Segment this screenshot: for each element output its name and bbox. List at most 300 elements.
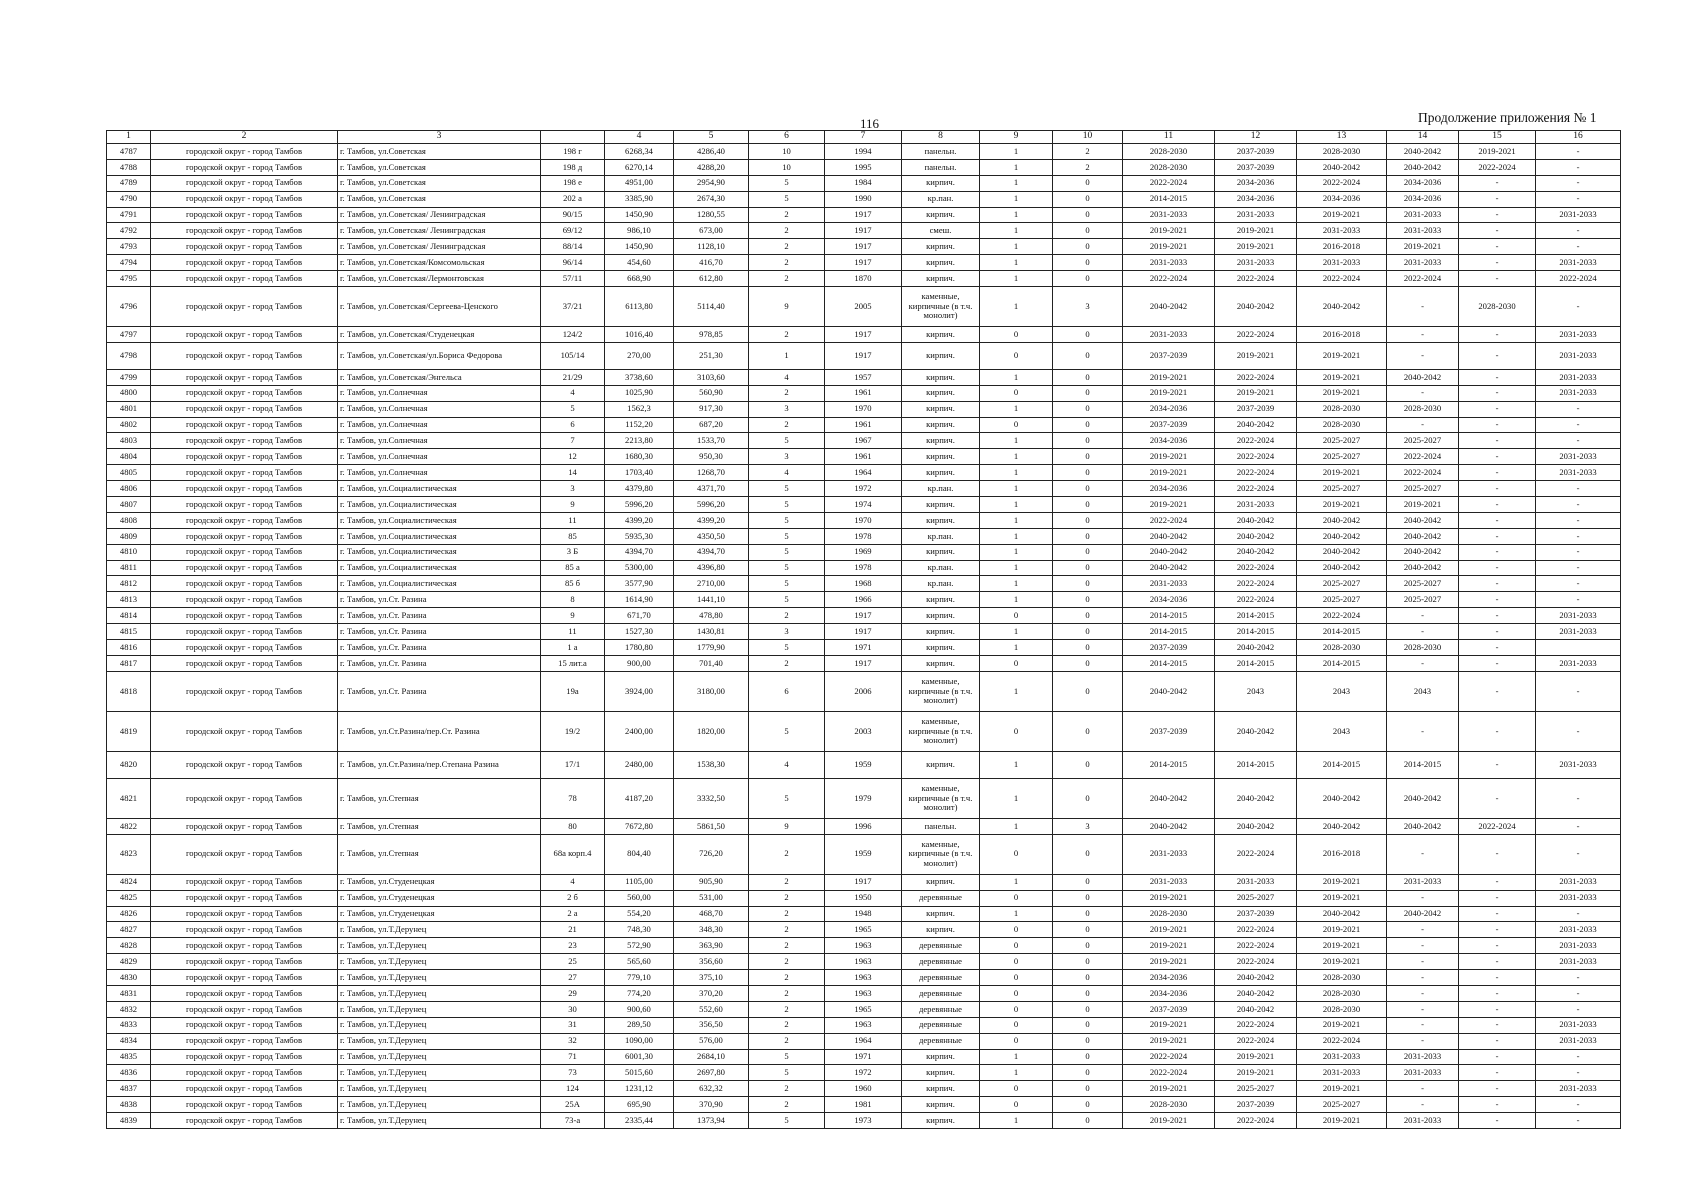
total-area-cell: 695,90 <box>605 1097 674 1113</box>
table-row <box>107 1065 1621 1081</box>
period-15-cell: - <box>1459 1081 1536 1097</box>
year-built-cell: 1917 <box>825 342 902 369</box>
col-10-cell: 0 <box>1053 481 1123 497</box>
municipality-cell: городской округ - город Тамбов <box>151 223 338 239</box>
row-number-cell: 4819 <box>107 711 151 751</box>
col-9-cell: 0 <box>980 970 1053 986</box>
period-16-cell: - <box>1536 433 1621 449</box>
period-15-cell: 2022-2024 <box>1459 818 1536 834</box>
municipality-cell: городской округ - город Тамбов <box>151 1113 338 1129</box>
wall-material-cell: деревянные <box>902 954 980 970</box>
floors-cell: 5 <box>749 175 825 191</box>
floors-cell: 9 <box>749 287 825 327</box>
row-number-cell: 4824 <box>107 874 151 890</box>
living-area-cell: 1820,00 <box>674 711 749 751</box>
house-number-cell: 32 <box>541 1033 605 1049</box>
period-12-cell: 2037-2039 <box>1215 906 1297 922</box>
period-12-cell: 2037-2039 <box>1215 159 1297 175</box>
year-built-cell: 1961 <box>825 385 902 401</box>
municipality-cell: городской округ - город Тамбов <box>151 369 338 385</box>
municipality-cell: городской округ - город Тамбов <box>151 938 338 954</box>
municipality-cell: городской округ - город Тамбов <box>151 576 338 592</box>
column-header: 15 <box>1459 131 1536 144</box>
floors-cell: 2 <box>749 970 825 986</box>
period-11-cell: 2019-2021 <box>1123 1017 1215 1033</box>
table-row <box>107 327 1621 343</box>
living-area-cell: 356,50 <box>674 1017 749 1033</box>
municipality-cell: городской округ - город Тамбов <box>151 890 338 906</box>
period-13-cell: 2019-2021 <box>1297 1081 1387 1097</box>
table-row <box>107 778 1621 818</box>
period-13-cell: 2016-2018 <box>1297 327 1387 343</box>
wall-material-cell: каменные, кирпичные (в т.ч. монолит) <box>902 287 980 327</box>
floors-cell: 2 <box>749 985 825 1001</box>
address-cell: г. Тамбов, ул.Т.Дерунец <box>338 954 541 970</box>
period-12-cell: 2014-2015 <box>1215 608 1297 624</box>
table-row <box>107 560 1621 576</box>
col-9-cell: 0 <box>980 711 1053 751</box>
year-built-cell: 1970 <box>825 401 902 417</box>
table-row <box>107 671 1621 711</box>
wall-material-cell: кирпич. <box>902 592 980 608</box>
year-built-cell: 1968 <box>825 576 902 592</box>
year-built-cell: 1964 <box>825 1033 902 1049</box>
col-9-cell: 0 <box>980 342 1053 369</box>
col-10-cell: 0 <box>1053 624 1123 640</box>
municipality-cell: городской округ - город Тамбов <box>151 711 338 751</box>
period-16-cell: 2031-2033 <box>1536 1017 1621 1033</box>
floors-cell: 2 <box>749 223 825 239</box>
period-13-cell: 2019-2021 <box>1297 207 1387 223</box>
address-cell: г. Тамбов, ул.Степная <box>338 778 541 818</box>
period-14-cell: - <box>1387 890 1459 906</box>
col-9-cell: 0 <box>980 655 1053 671</box>
living-area-cell: 251,30 <box>674 342 749 369</box>
col-9-cell: 1 <box>980 239 1053 255</box>
house-number-cell: 3 <box>541 481 605 497</box>
address-cell: г. Тамбов, ул.Солнечная <box>338 433 541 449</box>
period-15-cell: - <box>1459 1049 1536 1065</box>
table-row <box>107 1033 1621 1049</box>
period-15-cell: - <box>1459 223 1536 239</box>
period-13-cell: 2028-2030 <box>1297 640 1387 656</box>
period-12-cell: 2037-2039 <box>1215 1097 1297 1113</box>
col-9-cell: 1 <box>980 369 1053 385</box>
house-number-cell: 78 <box>541 778 605 818</box>
municipality-cell: городской округ - город Тамбов <box>151 544 338 560</box>
period-15-cell: - <box>1459 890 1536 906</box>
col-10-cell: 3 <box>1053 818 1123 834</box>
house-number-cell: 19а <box>541 671 605 711</box>
col-10-cell: 0 <box>1053 271 1123 287</box>
address-cell: г. Тамбов, ул.Солнечная <box>338 449 541 465</box>
period-16-cell: - <box>1536 560 1621 576</box>
table-row <box>107 207 1621 223</box>
col-9-cell: 0 <box>980 1097 1053 1113</box>
period-15-cell: - <box>1459 1001 1536 1017</box>
period-12-cell: 2019-2021 <box>1215 223 1297 239</box>
wall-material-cell: кр.пан. <box>902 560 980 576</box>
table-row <box>107 512 1621 528</box>
municipality-cell: городской округ - город Тамбов <box>151 906 338 922</box>
period-11-cell: 2034-2036 <box>1123 481 1215 497</box>
row-number-cell: 4834 <box>107 1033 151 1049</box>
floors-cell: 1 <box>749 342 825 369</box>
living-area-cell: 4350,50 <box>674 528 749 544</box>
column-header: 11 <box>1123 131 1215 144</box>
wall-material-cell: кирпич. <box>902 369 980 385</box>
total-area-cell: 6268,34 <box>605 144 674 160</box>
total-area-cell: 4394,70 <box>605 544 674 560</box>
col-10-cell: 0 <box>1053 778 1123 818</box>
period-12-cell: 2022-2024 <box>1215 592 1297 608</box>
total-area-cell: 2480,00 <box>605 751 674 778</box>
period-11-cell: 2040-2042 <box>1123 671 1215 711</box>
total-area-cell: 1562,3 <box>605 401 674 417</box>
period-15-cell: - <box>1459 255 1536 271</box>
municipality-cell: городской округ - город Тамбов <box>151 922 338 938</box>
floors-cell: 4 <box>749 369 825 385</box>
period-16-cell: - <box>1536 239 1621 255</box>
total-area-cell: 4379,80 <box>605 481 674 497</box>
period-11-cell: 2034-2036 <box>1123 592 1215 608</box>
floors-cell: 5 <box>749 528 825 544</box>
period-14-cell: - <box>1387 1033 1459 1049</box>
table-row <box>107 576 1621 592</box>
address-cell: г. Тамбов, ул.Ст.Разина/пер.Степана Разина <box>338 751 541 778</box>
period-11-cell: 2019-2021 <box>1123 1081 1215 1097</box>
col-9-cell: 1 <box>980 778 1053 818</box>
year-built-cell: 1917 <box>825 624 902 640</box>
period-11-cell: 2022-2024 <box>1123 1049 1215 1065</box>
wall-material-cell: панельн. <box>902 144 980 160</box>
period-15-cell: - <box>1459 985 1536 1001</box>
period-15-cell: - <box>1459 271 1536 287</box>
period-13-cell: 2019-2021 <box>1297 497 1387 513</box>
row-number-cell: 4796 <box>107 287 151 327</box>
wall-material-cell: кирпич. <box>902 239 980 255</box>
col-10-cell: 0 <box>1053 938 1123 954</box>
wall-material-cell: кр.пан. <box>902 576 980 592</box>
table-row <box>107 417 1621 433</box>
col-9-cell: 1 <box>980 433 1053 449</box>
period-16-cell: - <box>1536 1065 1621 1081</box>
period-13-cell: 2019-2021 <box>1297 465 1387 481</box>
period-15-cell: - <box>1459 497 1536 513</box>
address-cell: г. Тамбов, ул.Солнечная <box>338 385 541 401</box>
year-built-cell: 1961 <box>825 417 902 433</box>
col-10-cell: 0 <box>1053 906 1123 922</box>
period-11-cell: 2031-2033 <box>1123 327 1215 343</box>
house-number-cell: 14 <box>541 465 605 481</box>
period-14-cell: 2031-2033 <box>1387 1113 1459 1129</box>
row-number-cell: 4814 <box>107 608 151 624</box>
column-header: 3 <box>338 131 541 144</box>
period-16-cell: 2031-2033 <box>1536 207 1621 223</box>
total-area-cell: 454,60 <box>605 255 674 271</box>
col-10-cell: 0 <box>1053 1065 1123 1081</box>
period-12-cell: 2022-2024 <box>1215 1017 1297 1033</box>
period-13-cell: 2040-2042 <box>1297 159 1387 175</box>
col-10-cell: 0 <box>1053 711 1123 751</box>
period-16-cell: - <box>1536 1049 1621 1065</box>
period-13-cell: 2019-2021 <box>1297 922 1387 938</box>
address-cell: г. Тамбов, ул.Советская <box>338 159 541 175</box>
total-area-cell: 1780,80 <box>605 640 674 656</box>
year-built-cell: 1972 <box>825 1065 902 1081</box>
col-9-cell: 1 <box>980 1113 1053 1129</box>
col-9-cell: 1 <box>980 401 1053 417</box>
period-13-cell: 2022-2024 <box>1297 175 1387 191</box>
period-14-cell: - <box>1387 624 1459 640</box>
municipality-cell: городской округ - город Тамбов <box>151 481 338 497</box>
floors-cell: 2 <box>749 255 825 271</box>
living-area-cell: 687,20 <box>674 417 749 433</box>
table-row <box>107 465 1621 481</box>
period-12-cell: 2040-2042 <box>1215 528 1297 544</box>
address-cell: г. Тамбов, ул.Солнечная <box>338 417 541 433</box>
period-12-cell: 2040-2042 <box>1215 417 1297 433</box>
living-area-cell: 4371,70 <box>674 481 749 497</box>
table-row <box>107 255 1621 271</box>
period-11-cell: 2019-2021 <box>1123 954 1215 970</box>
period-15-cell: 2019-2021 <box>1459 144 1536 160</box>
year-built-cell: 1963 <box>825 954 902 970</box>
table-row <box>107 592 1621 608</box>
col-10-cell: 0 <box>1053 874 1123 890</box>
floors-cell: 5 <box>749 433 825 449</box>
period-15-cell: - <box>1459 970 1536 986</box>
period-12-cell: 2022-2024 <box>1215 369 1297 385</box>
total-area-cell: 3738,60 <box>605 369 674 385</box>
municipality-cell: городской округ - город Тамбов <box>151 1097 338 1113</box>
house-number-cell: 17/1 <box>541 751 605 778</box>
row-number-cell: 4816 <box>107 640 151 656</box>
period-13-cell: 2016-2018 <box>1297 834 1387 874</box>
period-12-cell: 2022-2024 <box>1215 1113 1297 1129</box>
period-16-cell: 2031-2033 <box>1536 255 1621 271</box>
living-area-cell: 1373,94 <box>674 1113 749 1129</box>
period-16-cell: 2031-2033 <box>1536 608 1621 624</box>
wall-material-cell: кирпич. <box>902 751 980 778</box>
total-area-cell: 748,30 <box>605 922 674 938</box>
row-number-cell: 4789 <box>107 175 151 191</box>
period-14-cell: 2040-2042 <box>1387 159 1459 175</box>
municipality-cell: городской округ - город Тамбов <box>151 327 338 343</box>
floors-cell: 5 <box>749 1065 825 1081</box>
period-15-cell: - <box>1459 544 1536 560</box>
floors-cell: 5 <box>749 191 825 207</box>
col-10-cell: 0 <box>1053 223 1123 239</box>
period-16-cell: - <box>1536 159 1621 175</box>
total-area-cell: 1152,20 <box>605 417 674 433</box>
floors-cell: 2 <box>749 906 825 922</box>
year-built-cell: 1917 <box>825 255 902 271</box>
col-9-cell: 1 <box>980 1065 1053 1081</box>
municipality-cell: городской округ - город Тамбов <box>151 512 338 528</box>
row-number-cell: 4817 <box>107 655 151 671</box>
column-header: 1 <box>107 131 151 144</box>
period-11-cell: 2028-2030 <box>1123 159 1215 175</box>
table-row <box>107 711 1621 751</box>
living-area-cell: 905,90 <box>674 874 749 890</box>
address-cell: г. Тамбов, ул.Социалистическая <box>338 528 541 544</box>
address-cell: г. Тамбов, ул.Ст. Разина <box>338 608 541 624</box>
col-9-cell: 1 <box>980 544 1053 560</box>
period-13-cell: 2025-2027 <box>1297 449 1387 465</box>
period-11-cell: 2019-2021 <box>1123 497 1215 513</box>
period-16-cell: 2031-2033 <box>1536 751 1621 778</box>
year-built-cell: 1984 <box>825 175 902 191</box>
floors-cell: 5 <box>749 1049 825 1065</box>
total-area-cell: 1105,00 <box>605 874 674 890</box>
col-10-cell: 0 <box>1053 465 1123 481</box>
period-12-cell: 2031-2033 <box>1215 874 1297 890</box>
period-15-cell: - <box>1459 512 1536 528</box>
floors-cell: 2 <box>749 655 825 671</box>
period-12-cell: 2022-2024 <box>1215 1033 1297 1049</box>
column-header: 2 <box>151 131 338 144</box>
period-14-cell: 2031-2033 <box>1387 207 1459 223</box>
address-cell: г. Тамбов, ул.Т.Дерунец <box>338 1033 541 1049</box>
house-number-cell: 105/14 <box>541 342 605 369</box>
table-row <box>107 369 1621 385</box>
table-row <box>107 1049 1621 1065</box>
row-number-cell: 4830 <box>107 970 151 986</box>
row-number-cell: 4826 <box>107 906 151 922</box>
year-built-cell: 1973 <box>825 1113 902 1129</box>
table-row <box>107 655 1621 671</box>
address-cell: г. Тамбов, ул.Советская/ Ленинградская <box>338 223 541 239</box>
house-number-cell: 57/11 <box>541 271 605 287</box>
period-13-cell: 2014-2015 <box>1297 655 1387 671</box>
period-15-cell: - <box>1459 906 1536 922</box>
period-15-cell: - <box>1459 874 1536 890</box>
col-9-cell: 1 <box>980 144 1053 160</box>
period-11-cell: 2028-2030 <box>1123 144 1215 160</box>
table-row <box>107 175 1621 191</box>
table-row <box>107 481 1621 497</box>
column-header: 6 <box>749 131 825 144</box>
period-12-cell: 2022-2024 <box>1215 922 1297 938</box>
wall-material-cell: кирпич. <box>902 1097 980 1113</box>
house-number-cell: 85 б <box>541 576 605 592</box>
year-built-cell: 2005 <box>825 287 902 327</box>
period-16-cell: 2031-2033 <box>1536 1081 1621 1097</box>
municipality-cell: городской округ - город Тамбов <box>151 655 338 671</box>
living-area-cell: 2954,90 <box>674 175 749 191</box>
total-area-cell: 5935,30 <box>605 528 674 544</box>
wall-material-cell: деревянные <box>902 1001 980 1017</box>
period-14-cell: - <box>1387 970 1459 986</box>
period-14-cell: 2019-2021 <box>1387 497 1459 513</box>
address-cell: г. Тамбов, ул.Социалистическая <box>338 481 541 497</box>
year-built-cell: 1917 <box>825 874 902 890</box>
year-built-cell: 1959 <box>825 834 902 874</box>
period-16-cell: - <box>1536 417 1621 433</box>
period-14-cell: 2043 <box>1387 671 1459 711</box>
row-number-cell: 4823 <box>107 834 151 874</box>
floors-cell: 10 <box>749 144 825 160</box>
period-16-cell: - <box>1536 191 1621 207</box>
period-13-cell: 2025-2027 <box>1297 576 1387 592</box>
wall-material-cell: кирпич. <box>902 640 980 656</box>
period-16-cell: - <box>1536 834 1621 874</box>
period-14-cell: - <box>1387 938 1459 954</box>
row-number-cell: 4831 <box>107 985 151 1001</box>
period-14-cell: - <box>1387 1081 1459 1097</box>
period-12-cell: 2040-2042 <box>1215 287 1297 327</box>
municipality-cell: городской округ - город Тамбов <box>151 1049 338 1065</box>
municipality-cell: городской округ - город Тамбов <box>151 497 338 513</box>
period-11-cell: 2040-2042 <box>1123 544 1215 560</box>
period-11-cell: 2034-2036 <box>1123 401 1215 417</box>
col-9-cell: 0 <box>980 1033 1053 1049</box>
row-number-cell: 4812 <box>107 576 151 592</box>
total-area-cell: 5015,60 <box>605 1065 674 1081</box>
period-15-cell: - <box>1459 1097 1536 1113</box>
period-14-cell: 2025-2027 <box>1387 592 1459 608</box>
period-16-cell: - <box>1536 481 1621 497</box>
municipality-cell: городской округ - город Тамбов <box>151 144 338 160</box>
living-area-cell: 4396,80 <box>674 560 749 576</box>
period-15-cell: - <box>1459 369 1536 385</box>
floors-cell: 5 <box>749 497 825 513</box>
period-15-cell: - <box>1459 481 1536 497</box>
year-built-cell: 1966 <box>825 592 902 608</box>
period-14-cell: 2040-2042 <box>1387 818 1459 834</box>
period-14-cell: - <box>1387 417 1459 433</box>
municipality-cell: городской округ - город Тамбов <box>151 255 338 271</box>
floors-cell: 2 <box>749 1017 825 1033</box>
period-16-cell: - <box>1536 778 1621 818</box>
period-13-cell: 2040-2042 <box>1297 512 1387 528</box>
period-11-cell: 2014-2015 <box>1123 608 1215 624</box>
row-number-cell: 4799 <box>107 369 151 385</box>
total-area-cell: 270,00 <box>605 342 674 369</box>
address-cell: г. Тамбов, ул.Ст. Разина <box>338 624 541 640</box>
col-10-cell: 0 <box>1053 191 1123 207</box>
col-9-cell: 0 <box>980 834 1053 874</box>
period-15-cell: 2022-2024 <box>1459 159 1536 175</box>
row-number-cell: 4805 <box>107 465 151 481</box>
period-11-cell: 2019-2021 <box>1123 938 1215 954</box>
column-header: 7 <box>825 131 902 144</box>
year-built-cell: 1969 <box>825 544 902 560</box>
period-15-cell: - <box>1459 239 1536 255</box>
period-13-cell: 2019-2021 <box>1297 1017 1387 1033</box>
period-13-cell: 2014-2015 <box>1297 624 1387 640</box>
living-area-cell: 1430,81 <box>674 624 749 640</box>
col-9-cell: 0 <box>980 1001 1053 1017</box>
col-10-cell: 0 <box>1053 671 1123 711</box>
municipality-cell: городской округ - город Тамбов <box>151 985 338 1001</box>
municipality-cell: городской округ - город Тамбов <box>151 1017 338 1033</box>
period-13-cell: 2031-2033 <box>1297 1049 1387 1065</box>
table-row <box>107 751 1621 778</box>
period-12-cell: 2040-2042 <box>1215 1001 1297 1017</box>
period-16-cell: 2031-2033 <box>1536 624 1621 640</box>
living-area-cell: 612,80 <box>674 271 749 287</box>
row-number-cell: 4794 <box>107 255 151 271</box>
floors-cell: 3 <box>749 401 825 417</box>
living-area-cell: 978,85 <box>674 327 749 343</box>
col-10-cell: 0 <box>1053 608 1123 624</box>
period-14-cell: - <box>1387 1097 1459 1113</box>
col-10-cell: 0 <box>1053 497 1123 513</box>
floors-cell: 2 <box>749 239 825 255</box>
period-15-cell: - <box>1459 711 1536 751</box>
